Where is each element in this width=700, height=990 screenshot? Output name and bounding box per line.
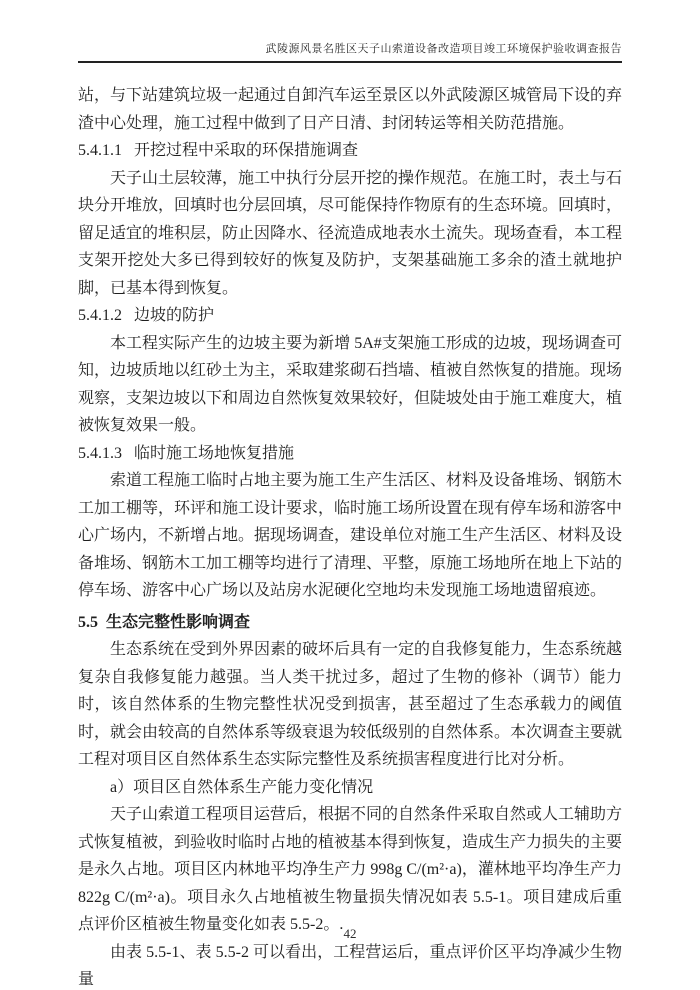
section-number: 5.5 [78, 613, 98, 631]
section-number: 5.4.1.3 [78, 444, 122, 462]
section-heading-5-5 [78, 609, 622, 637]
section-title: 生态完整性影响调查 [106, 613, 251, 631]
header-running-title: 武陵源风景名胜区天子山索道设备改造项目竣工环境保护验收调查报告 [265, 43, 622, 55]
paragraph-table-reference: 由表 5.5-1、表 5.5-2 可以看出，工程营运后，重点评价区平均净减少生物量 [78, 943, 622, 988]
list-item-a: a）项目区自然体系生产能力变化情况 [110, 778, 374, 796]
section-title: 临时施工场地恢复措施 [134, 444, 295, 462]
section-number: 5.4.1.1 [78, 142, 122, 159]
document-body [78, 82, 622, 990]
section-title: 边坡的防护 [134, 307, 215, 324]
page-footer [0, 926, 700, 942]
paragraph-excavation-measures: 天子山土层较薄，施工中执行分层开挖的操作规范。在施工时，表土与石块分开堆放，回填时也分层回填，尽可能保持作物原有的生态环境。回填时，留足适宜的堆积层，防止因降水、径流造成地表水土流失。现场查看，本工程支架开挖处大多已得到较好的恢复及防护，支架基础施工多余的渣土就地护脚，已基本得到恢复。 [78, 169, 623, 297]
paragraph-temp-site-restoration: 索道工程施工临时占地主要为施工生产生活区、材料及设备堆场、钢筋木工加工棚等，环评和施工设计要求，临时施工场所设置在现有停车场和游客中心广场内，不新增占地。据现场调查，建设单位对施工生产生活区、材料及设备堆场、钢筋木工加工棚等均进行了清理、平整，原施工场地所在地上下站的停车场、游客中心广场以及站房水泥硬化空地均未发现施工场地遗留痕迹。 [78, 472, 623, 599]
section-heading-5-4-1-3 [78, 440, 622, 468]
section-title: 开挖过程中采取的环保措施调查 [134, 142, 359, 159]
section-number: 5.4.1.2 [78, 307, 122, 324]
header-divider [78, 61, 622, 63]
paragraph-productivity-change: 天子山索道工程项目运营后，根据不同的自然条件采取自然或人工辅助方式恢复植被，到验收时临时占地的植被基本得到恢复，造成生产力损失的主要是永久占地。项目区内林地平均净生产力 998g C/(m²·a)，灌林地平均净生产力 822g C/(m²·a)。项目永久占地植被生物量损失情况如表 5.5-1。项目建成后重点评价区植被生物量变化如表 5.5-2。. [78, 806, 623, 933]
section-heading-5-4-1-2 [78, 302, 622, 330]
paragraph-continuation: 站，与下站建筑垃圾一起通过自卸汽车运至景区以外武陵源区城管局下设的弃渣中心处理，施工过程中做到了日产日清、封闭转运等相关防范措施。 [78, 87, 623, 132]
paragraph-slope-protection: 本工程实际产生的边坡主要为新增 5A#支架施工形成的边坡，现场调查可知，边坡质地以红砂土为主，采取建浆砌石挡墙、植被自然恢复的措施。现场观察，支架边坡以下和周边自然恢复效果较好，但陡坡处由于施工难度大，植被恢复效果一般。 [78, 334, 623, 434]
paragraph-ecosystem-integrity: 生态系统在受到外界因素的破坏后具有一定的自我修复能力，生态系统越复杂自我修复能力越强。当人类干扰过多，超过了生物的修补（调节）能力时，该自然体系的生物完整性状况受到损害，甚至超过了生态承载力的阈值时，就会由较高的自然体系等级衰退为较低级别的自然体系。本次调查主要就工程对项目区自然体系生态实际完整性及系统损害程度进行比对分析。 [78, 641, 623, 768]
page-number: 42 [343, 926, 357, 941]
section-heading-5-4-1-1 [78, 137, 622, 165]
page-header [0, 0, 700, 63]
